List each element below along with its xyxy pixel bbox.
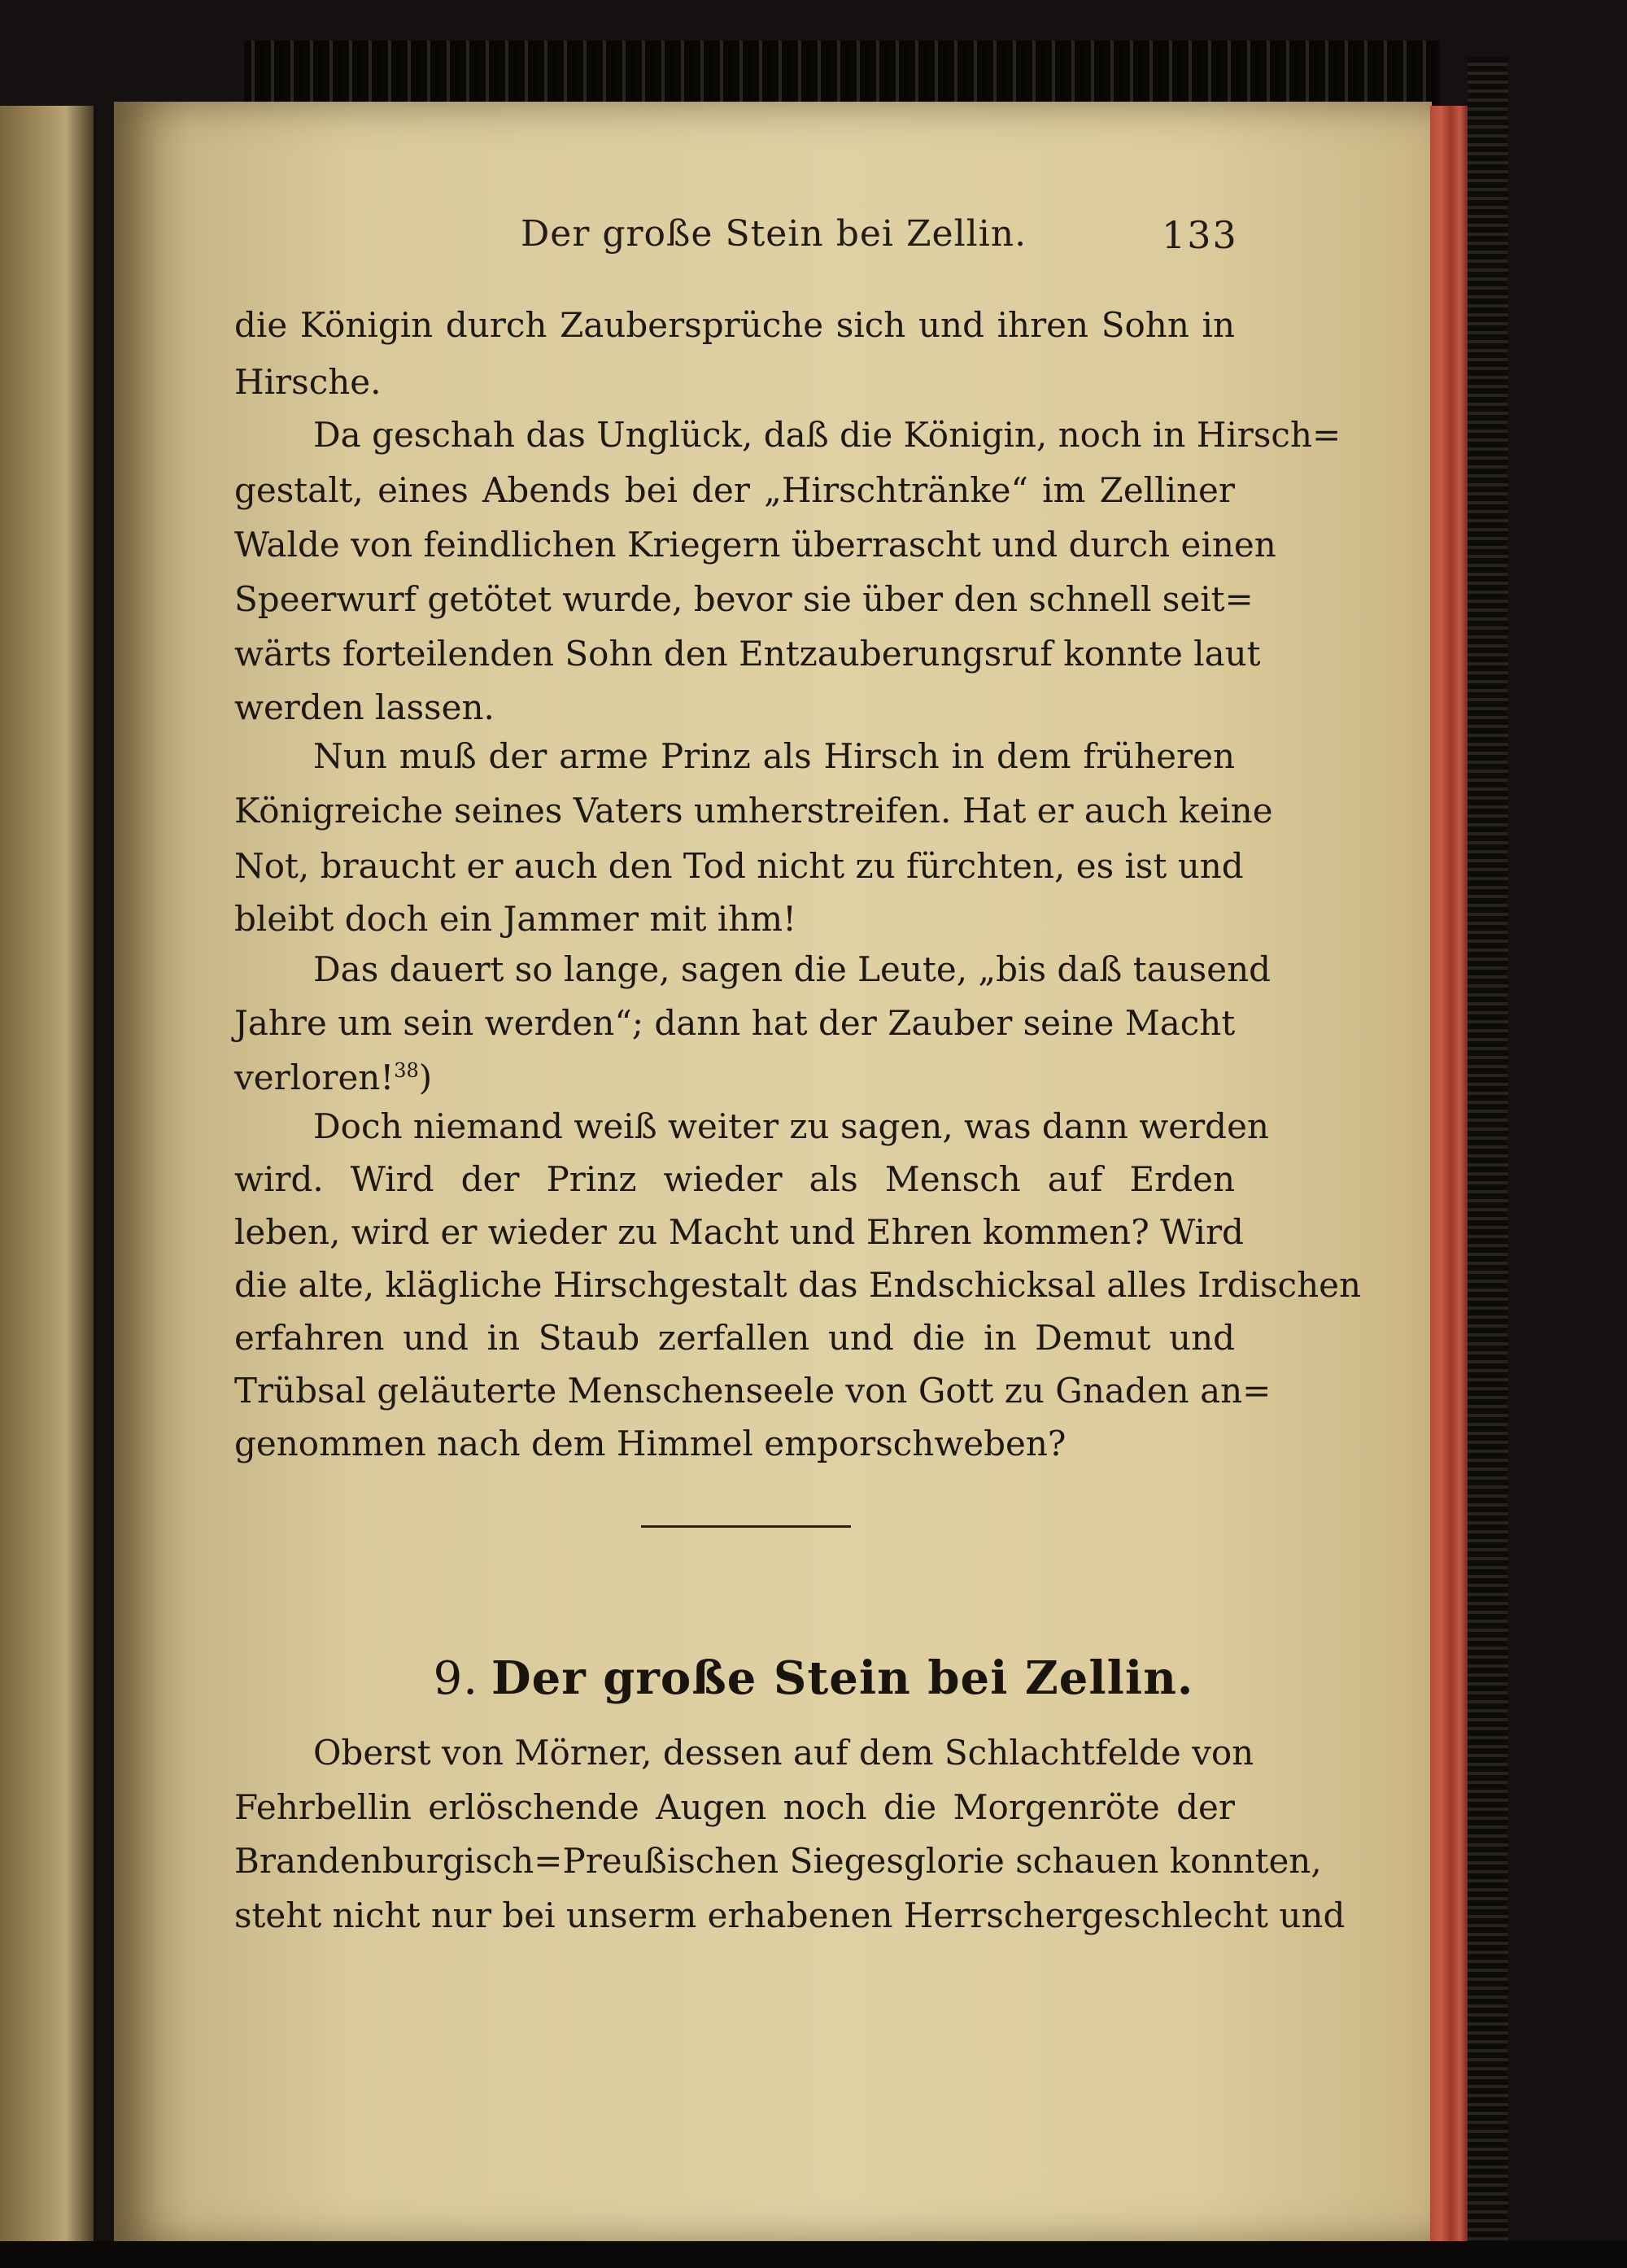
text-line: Da geschah das Unglück, daß die Königin, noch in Hirsch= [313,415,1341,455]
running-title: Der große Stein bei Zellin. [521,213,1027,255]
text-line: Doch niemand weiß weiter zu sagen, was dann werden [313,1106,1269,1146]
text-line: die alte, klägliche Hirschgestalt das Endschicksal alles Irdischen [234,1265,1362,1305]
text-line: Trübsal geläuterte Menschenseele von Gott zu Gnaden an= [234,1371,1272,1411]
text-line: Das dauert so lange, sagen die Leute, „bis daß tausend [313,949,1272,989]
text-line: Speerwurf getötet wurde, bevor sie über den schnell seit= [234,579,1254,619]
text-line: Not, braucht er auch den Tod nicht zu fürchten, es ist und [234,846,1244,886]
book-top-edge [244,41,1440,106]
text-line: Walde von feindlichen Kriegern überrascht und durch einen [234,525,1276,565]
text-line: die Königin durch Zaubersprüche sich und ihren Sohn in [234,305,1235,345]
text-line: leben, wird er wieder zu Macht und Ehren kommen? Wird [234,1212,1244,1252]
text-line: Fehrbellin erlöschende Augen noch die Morgenröte der [234,1787,1235,1827]
text-line: Jahre um sein werden“; dann hat der Zauber seine Macht [234,1003,1236,1043]
text-line: bleibt doch ein Jammer mit ihm! [234,899,796,939]
section-heading [407,1651,1220,1705]
section-divider [641,1525,851,1528]
text-line: steht nicht nur bei unserm erhabenen Herrschergeschlecht und [234,1895,1346,1935]
text-line: Königreiche seines Vaters umherstreifen. Hat er auch keine [234,791,1273,831]
scan-bottom-edge [0,2241,1627,2268]
footnote-ref-close: ) [418,1058,433,1097]
text-line: Oberst von Mörner, dessen auf dem Schlachtfelde von [313,1733,1254,1773]
text-line: wird. Wird der Prinz wieder als Mensch auf Erden [234,1159,1235,1199]
footnote-ref: 38 [394,1059,419,1082]
text-line-content: verloren! [234,1058,395,1097]
book-cover-edge [1468,57,1508,2253]
page-number: 133 [1162,213,1238,257]
text-line: erfahren und in Staub zerfallen und die in Demut und [234,1318,1235,1358]
red-page-edges [1430,106,1468,2245]
section-number: 9. [433,1652,479,1705]
text-line: gestalt, eines Abends bei der „Hirschtränke“ im Zelliner [234,470,1235,510]
text-line: wärts forteilenden Sohn den Entzauberungsruf konnte laut [234,634,1261,674]
text-line: Brandenburgisch=Preußischen Siegesglorie schauen konnten, [234,1841,1322,1881]
section-title: Der große Stein bei Zellin. [491,1651,1194,1705]
facing-page-edge [0,106,94,2245]
text-line [234,1058,1235,1097]
text-line: Nun muß der arme Prinz als Hirsch in dem früheren [313,736,1235,776]
text-line: genommen nach dem Himmel emporschweben? [234,1424,1066,1463]
text-line: Hirsche. [234,362,382,402]
text-line: werden lassen. [234,687,495,727]
